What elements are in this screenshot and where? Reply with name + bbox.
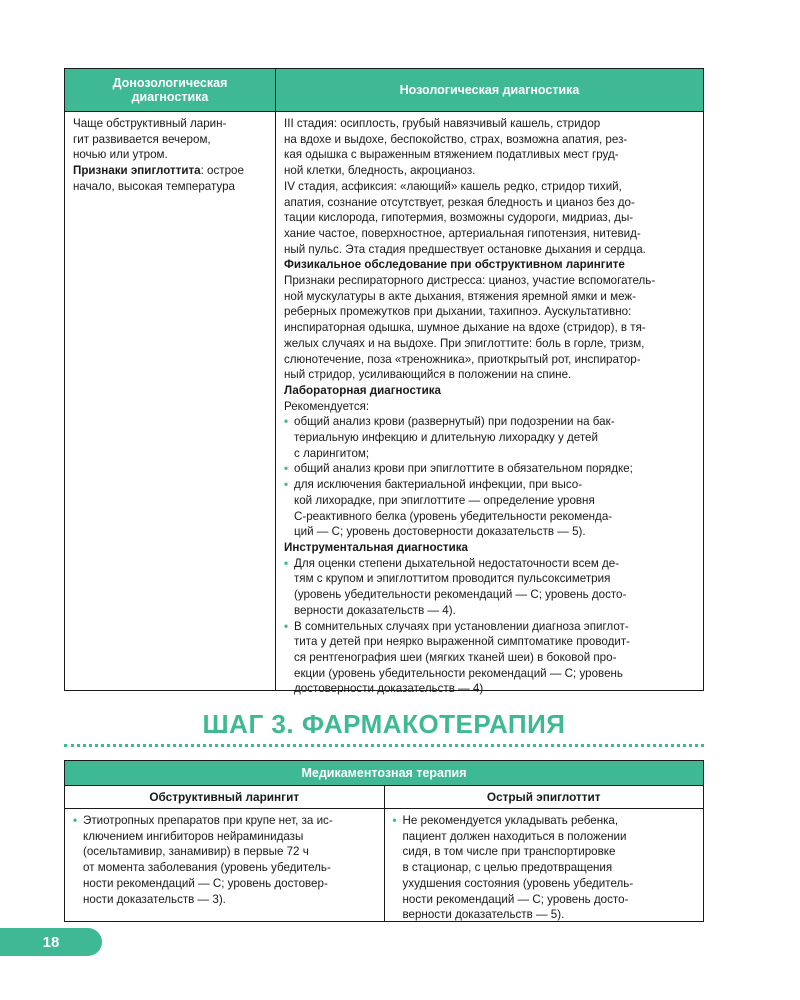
- text-line: реберных промежутков при дыхании, тахипноэ. Аускультативно:: [284, 305, 632, 319]
- text-line: хание частое, поверхностное, артериальная гипотензия, нитевид-: [284, 226, 641, 240]
- text-line: ной мускулатуры в акте дыхания, втяжения яремной ямки и меж-: [284, 289, 637, 303]
- text-line: Не рекомендуется укладывать ребенка,: [402, 814, 619, 827]
- list-item: [284, 477, 695, 540]
- section-heading: Лабораторная диагностика: [284, 383, 441, 397]
- text-line: в стационар, с целью предотвращения: [402, 861, 613, 875]
- bullet-icon: •: [284, 556, 289, 570]
- text-line: кой лихорадке, при эпиглоттите — определение уровня: [294, 493, 595, 507]
- text-line: ности рекомендаций — С; уровень досто-: [402, 892, 629, 906]
- text-line: ный пульс. Эта стадия предшествует остановке дыхания и сердца.: [284, 242, 646, 256]
- text-line: ся рентгенография шеи (мягких тканей шеи) в боковой про-: [294, 650, 617, 664]
- nosological-column: [276, 112, 703, 696]
- text-line: тям с крупом и эпиглоттитом проводится пульсоксиметрия: [294, 572, 611, 586]
- text-line: апатия, сознание отсутствует, резкая бледность и цианоз без до-: [284, 195, 635, 209]
- text-line: ности доказательств — 3).: [83, 892, 226, 906]
- text-line: (уровень убедительности рекомендаций — С; уровень досто-: [294, 588, 627, 602]
- pharmacotherapy-table: [64, 760, 704, 922]
- text-line: [73, 179, 269, 195]
- list-item: [393, 813, 698, 923]
- text-line: С-реактивного белка (уровень убедительности рекоменда-: [294, 509, 613, 523]
- text-line: желых случаях и на выдохе. При эпиглоттите: боль в горле, тризм,: [284, 336, 645, 350]
- text-line: сидя, в том числе при транспортировке: [402, 845, 616, 859]
- column-header-obstructive-laryngitis: Обструктивный ларингит: [65, 786, 385, 808]
- line-text: ночью или утром.: [73, 148, 168, 162]
- dotted-divider: [64, 744, 704, 747]
- bullet-icon: •: [284, 462, 289, 476]
- list-item: [284, 619, 695, 698]
- text-line: тита у детей при неярко выраженной симптоматике проводит-: [294, 635, 630, 649]
- header-nosological: Нозологическая диагностика: [399, 83, 580, 97]
- text-line: [73, 147, 269, 163]
- prenosological-column: [65, 112, 276, 690]
- section-heading: Физикальное обследование при обструктивном ларингите: [284, 258, 625, 272]
- text-line: В сомнительных случаях при установлении диагноза эпиглот-: [294, 619, 629, 633]
- line-text: Чаще обструктивный ларин-: [73, 117, 227, 130]
- text-line: III стадия: осиплость, грубый навязчивый кашель, стридор: [284, 117, 601, 130]
- text-line: инспираторная одышка, шумное дыхание на вдохе (стридор), в тя-: [284, 321, 646, 335]
- column-header-acute-epiglottitis: Острый эпиглоттит: [486, 790, 601, 804]
- diagnostics-table: [64, 68, 704, 696]
- text-line: общий анализ крови при эпиглоттите в обязательном порядке;: [294, 462, 633, 476]
- text-line: общий анализ крови (развернутый) при подозрении на бак-: [294, 415, 615, 429]
- bullet-icon: •: [284, 619, 289, 633]
- text-line: от момента заболевания (уровень убедитель-: [83, 861, 331, 875]
- text-line: с ларингитом;: [294, 446, 370, 460]
- list-item: [73, 813, 378, 907]
- text-line: Признаки респираторного дистресса: цианоз, участие вспомогатель-: [284, 274, 656, 288]
- bullet-icon: •: [284, 415, 289, 429]
- acute-epiglottitis-cell: [385, 809, 704, 921]
- text-line: верности доказательств — 5).: [402, 908, 565, 922]
- text-line: Для оценки степени дыхательной недостаточности всем де-: [294, 556, 620, 570]
- text-line: ный стридор, усиливающийся в положении на спине.: [284, 368, 572, 382]
- step-heading: ШАГ 3. ФАРМАКОТЕРАПИЯ: [202, 709, 566, 739]
- text-line: териальную инфекцию и длительную лихорадку у детей: [294, 431, 598, 445]
- section-heading: Инструментальная диагностика: [284, 540, 468, 554]
- text-line: екции (уровень убедительности рекомендаций — С; уровень: [294, 666, 623, 680]
- text-line: пациент должен находиться в положении: [402, 829, 627, 843]
- text-line: [73, 132, 269, 148]
- line-text: гит развивается вечером,: [73, 132, 211, 146]
- text-line: ной клетки, бледность, акроцианоз.: [284, 164, 476, 178]
- bullet-icon: •: [73, 814, 78, 827]
- obstructive-laryngitis-cell: [65, 809, 385, 921]
- text-line: [73, 163, 269, 179]
- header-prenosological: Донозологическая диагностика: [65, 69, 276, 111]
- text-line: достоверности доказательств — 4): [294, 682, 484, 696]
- page-number: 18: [0, 928, 102, 956]
- bullet-icon: •: [284, 478, 289, 492]
- text-line: [73, 116, 269, 132]
- bold-term: Признаки эпиглоттита: [73, 164, 201, 178]
- text-line: Этиотропных препаратов при крупе нет, за ис-: [83, 814, 333, 827]
- bullet-icon: •: [392, 814, 397, 827]
- text-line: кая одышка с выраженным втяжением податливых мест груд-: [284, 148, 619, 162]
- list-item: [284, 461, 695, 477]
- text-line: слюнотечение, поза «треножника», приоткрытый рот, инспиратор-: [284, 352, 641, 366]
- text-line: ключением ингибиторов нейраминидазы: [83, 829, 304, 843]
- diagnostics-table-header: [65, 69, 703, 111]
- line-text: : острое: [200, 164, 244, 178]
- text-line: ности рекомендаций — С; уровень достовер-: [83, 876, 328, 890]
- text-line: на вдохе и выдохе, беспокойство, страх, возможна апатия, рез-: [284, 132, 628, 146]
- text-line: ций — С; уровень достоверности доказательств — 5).: [294, 525, 586, 539]
- pharmacotherapy-header: Медикаментозная терапия: [65, 761, 703, 785]
- list-item: [284, 414, 695, 461]
- text-line: для исключения бактериальной инфекции, при высо-: [294, 478, 583, 492]
- text-line: Рекомендуется:: [284, 399, 370, 413]
- text-line: ухудшения состояния (уровень убедитель-: [402, 876, 634, 890]
- text-line: IV стадия, асфиксия: «лающий» кашель редко, стридор тихий,: [284, 179, 622, 193]
- text-line: верности доказательств — 4).: [294, 603, 456, 617]
- list-item: [284, 556, 695, 619]
- line-text: начало, высокая температура: [73, 179, 235, 193]
- text-line: (осельтамивир, занамивир) в первые 72 ч: [83, 845, 309, 859]
- text-line: тации кислорода, гипотермия, возможны судороги, мидриаз, ды-: [284, 211, 634, 225]
